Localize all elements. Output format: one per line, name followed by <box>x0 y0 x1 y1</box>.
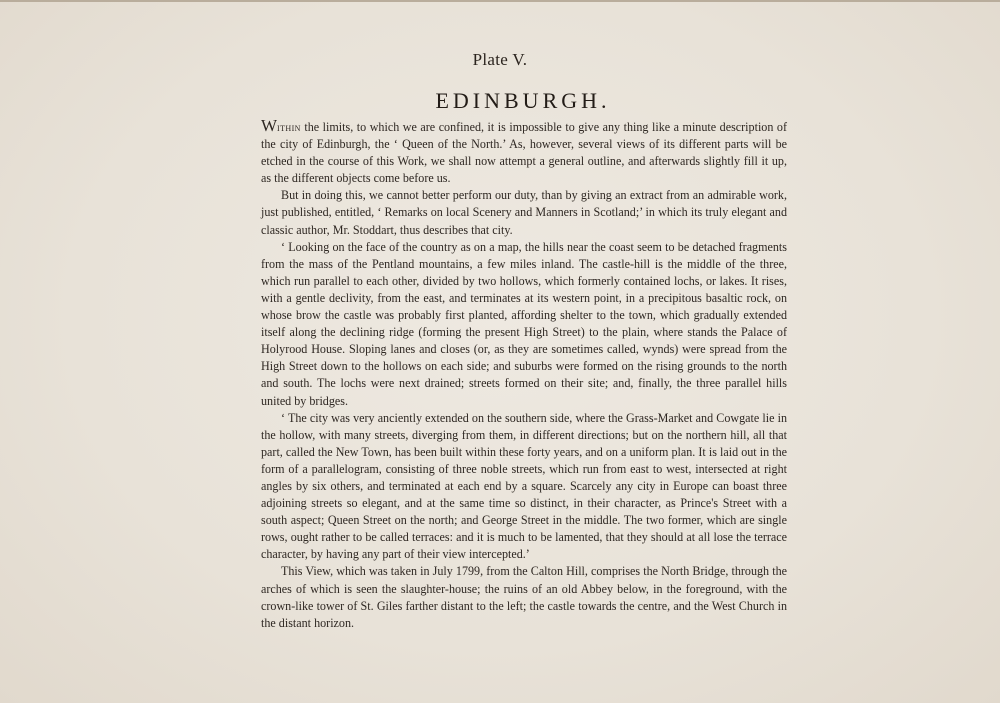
paragraph-2: But in doing this, we cannot better perform our duty, than by giving an extract from an admirable work, just published, entitled, ‘ Remarks on local Scenery and Manners in Scotland;’ in which its truly elegant and classic author, Mr. Stoddart, thus describes that city. <box>261 188 787 237</box>
paragraph-1-text: the limits, to which we are confined, it is impossible to give any thing like a minute description of the city of Edinburgh, the ‘ Queen of the North.’ As, however, several views of its different parts will be etched in the course of this Work, we shall now attempt a general outline, and afterwards slightly fill it up, as the different objects come before us. <box>261 120 787 186</box>
paragraph-1 <box>261 116 787 187</box>
paragraph-5: This View, which was taken in July 1799, from the Calton Hill, comprises the North Bridge, through the arches of which is seen the slaughter-house; the ruins of an old Abbey below, in the foreground, with the crown-like tower of St. Giles farther distant to the left; the castle towards the centre, and the West Church in the distant horizon. <box>261 564 787 630</box>
paragraph-3: ‘ Looking on the face of the country as on a map, the hills near the coast seem to be detached fragments from the mass of the Pentland mountains, a few miles inland. The castle-hill is the middle of the three, which run parallel to each other, divided by two hollows, which formerly contained lochs, or lakes. It rises, with a gentle declivity, from the east, and terminates at its western point, in a precipitous basaltic rock, on whose brow the castle was probably first planted, affording shelter to the town, which gradually extended itself along the declining ridge (forming the present High Street) to the plain, where stands the Palace of Holyrood House. Sloping lanes and closes (or, as they are sometimes called, wynds) were spread from the High Street down to the hollows on each side; and suburbs were formed on the rising grounds to the north and south. The lochs were next drained; streets formed on their site; and, finally, the three parallel hills united by bridges. <box>261 239 787 408</box>
paragraph-4: ‘ The city was very anciently extended on the southern side, where the Grass-Market and Cowgate lie in the hollow, with many streets, diverging from them, in different directions; but on the northern hill, all that part, called the New Town, has been built within these forty years, and on a uniform plan. It is laid out in the form of a parallelogram, consisting of three noble streets, which run from east to west, intersected at right angles by six others, and terminated at each end by a square. Scarcely any city in Europe can boast three adjoining streets so elegant, and at the same time so distinct, in their character, as Prince's Street with a south aspect; Queen Street on the north; and George Street in the middle. The two former, which are single rows, ought rather to be called terraces: and it is much to be lamented, that they should at all lose the terrace character, by having any part of their view intercepted.’ <box>261 410 787 562</box>
body-text <box>261 116 787 632</box>
page-title: EDINBURGH. <box>435 88 611 113</box>
plate-number: Plate V. <box>472 50 528 69</box>
small-caps-word: ithin <box>277 120 301 134</box>
drop-capital: W <box>261 116 278 135</box>
